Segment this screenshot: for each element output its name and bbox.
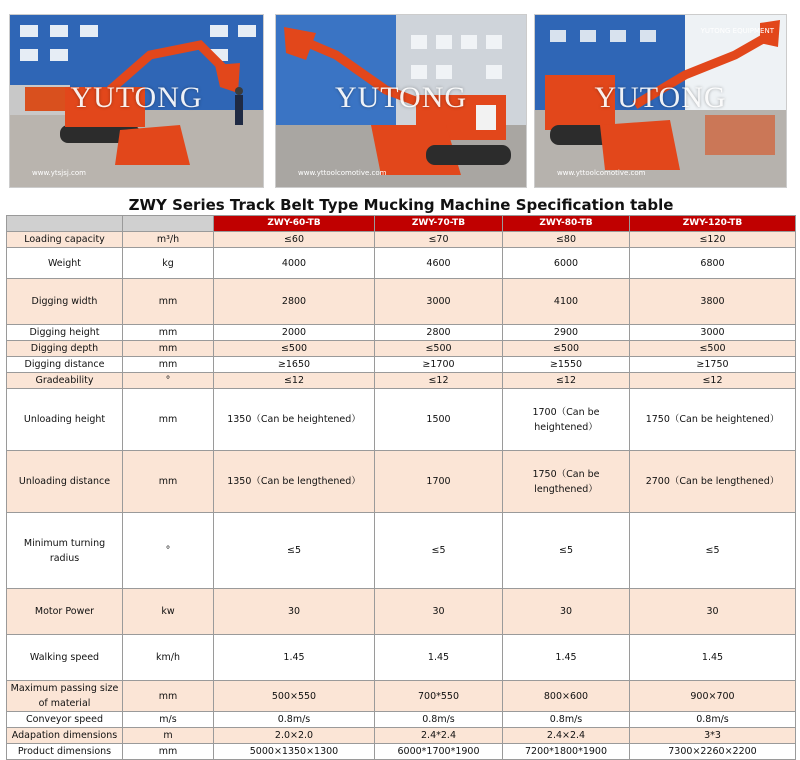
value-cell: 2.4*2.4	[375, 728, 503, 744]
value-cell: 0.8m/s	[503, 712, 630, 728]
param-name-cell: Gradeability	[7, 373, 123, 389]
unit-cell: mm	[123, 279, 214, 325]
product-photos	[0, 0, 800, 190]
value-cell: ≤500	[503, 341, 630, 357]
model-header: ZWY-120-TB	[630, 216, 796, 232]
value-cell: 2.0×2.0	[214, 728, 375, 744]
param-name-cell: Product dimensions	[7, 744, 123, 760]
param-name-cell: Adapation dimensions	[7, 728, 123, 744]
watermark: YUTONG	[334, 81, 468, 114]
param-name-cell: Unloading height	[7, 389, 123, 451]
value-cell: 700*550	[375, 681, 503, 712]
value-cell: ≤12	[375, 373, 503, 389]
table-header-row	[7, 216, 796, 232]
param-name-cell: Motor Power	[7, 589, 123, 635]
param-header-cell	[7, 216, 123, 232]
unit-cell: mm	[123, 325, 214, 341]
value-cell: 1750（Can be heightened）	[630, 389, 796, 451]
specification-table	[6, 215, 796, 760]
table-row	[7, 635, 796, 681]
value-cell: 3*3	[630, 728, 796, 744]
value-cell: 1.45	[503, 635, 630, 681]
value-cell: 500×550	[214, 681, 375, 712]
table-row	[7, 373, 796, 389]
value-cell: ≤12	[503, 373, 630, 389]
value-cell: ≤70	[375, 232, 503, 248]
param-name-cell: Digging distance	[7, 357, 123, 373]
param-name-cell: Loading capacity	[7, 232, 123, 248]
param-name-cell: Digging height	[7, 325, 123, 341]
value-cell: ≤5	[375, 513, 503, 589]
value-cell: ≤12	[214, 373, 375, 389]
unit-cell: °	[123, 373, 214, 389]
value-cell: ≥1650	[214, 357, 375, 373]
param-name-cell: Walking speed	[7, 635, 123, 681]
machine-photo-2	[275, 14, 527, 188]
model-header: ZWY-60-TB	[214, 216, 375, 232]
value-cell: 0.8m/s	[630, 712, 796, 728]
value-cell: 800×600	[503, 681, 630, 712]
table-row	[7, 681, 796, 712]
value-cell: 2900	[503, 325, 630, 341]
table-row	[7, 248, 796, 279]
unit-header-cell	[123, 216, 214, 232]
watermark: YUTONG	[594, 81, 727, 114]
page-title: ZWY Series Track Belt Type Mucking Machine Specification table	[128, 196, 674, 214]
value-cell: 1.45	[214, 635, 375, 681]
table-row	[7, 389, 796, 451]
table-row	[7, 325, 796, 341]
value-cell: 2800	[375, 325, 503, 341]
value-cell: ≤5	[214, 513, 375, 589]
value-cell: 1350（Can be lengthened）	[214, 451, 375, 513]
value-cell: 3000	[630, 325, 796, 341]
value-cell: 6000	[503, 248, 630, 279]
value-cell: 2700（Can be lengthened）	[630, 451, 796, 513]
unit-cell: mm	[123, 389, 214, 451]
table-row	[7, 357, 796, 373]
unit-cell: mm	[123, 451, 214, 513]
value-cell: 0.8m/s	[214, 712, 375, 728]
value-cell: 4600	[375, 248, 503, 279]
table-row	[7, 728, 796, 744]
param-name-cell: Unloading distance	[7, 451, 123, 513]
value-cell: ≤120	[630, 232, 796, 248]
unit-cell: mm	[123, 341, 214, 357]
unit-cell: m³/h	[123, 232, 214, 248]
value-cell: ≥1750	[630, 357, 796, 373]
watermark-badge: YUTONG EQUIPMENT	[700, 27, 774, 35]
param-name-cell: Weight	[7, 248, 123, 279]
param-name-cell: Minimum turning radius	[7, 513, 123, 589]
watermark-url: www.yttoolcomotive.com	[298, 169, 387, 177]
value-cell: ≥1550	[503, 357, 630, 373]
value-cell: 30	[630, 589, 796, 635]
value-cell: 30	[503, 589, 630, 635]
value-cell: 1350（Can be heightened）	[214, 389, 375, 451]
param-name-cell: Maximum passing size of material	[7, 681, 123, 712]
value-cell: ≤5	[630, 513, 796, 589]
value-cell: 1750（Can be lengthened）	[503, 451, 630, 513]
value-cell: 1.45	[630, 635, 796, 681]
value-cell: 4000	[214, 248, 375, 279]
table-row	[7, 232, 796, 248]
model-header: ZWY-80-TB	[503, 216, 630, 232]
value-cell: 2000	[214, 325, 375, 341]
unit-cell: mm	[123, 357, 214, 373]
value-cell: ≤500	[214, 341, 375, 357]
table-row	[7, 744, 796, 760]
unit-cell: kw	[123, 589, 214, 635]
unit-cell: kg	[123, 248, 214, 279]
value-cell: 0.8m/s	[375, 712, 503, 728]
value-cell: 1500	[375, 389, 503, 451]
value-cell: ≥1700	[375, 357, 503, 373]
model-header: ZWY-70-TB	[375, 216, 503, 232]
table-row	[7, 341, 796, 357]
machine-photo-1	[9, 14, 264, 188]
value-cell: 6800	[630, 248, 796, 279]
value-cell: 5000×1350×1300	[214, 744, 375, 760]
value-cell: 7200*1800*1900	[503, 744, 630, 760]
table-row	[7, 451, 796, 513]
value-cell: ≤500	[630, 341, 796, 357]
watermark-url: www.yttoolcomotive.com	[557, 169, 646, 177]
table-row	[7, 712, 796, 728]
value-cell: 1700	[375, 451, 503, 513]
value-cell: ≤80	[503, 232, 630, 248]
unit-cell: km/h	[123, 635, 214, 681]
value-cell: 30	[375, 589, 503, 635]
watermark-url: www.ytsjsj.com	[32, 169, 87, 177]
unit-cell: mm	[123, 744, 214, 760]
table-row	[7, 513, 796, 589]
unit-cell: m	[123, 728, 214, 744]
value-cell: 3000	[375, 279, 503, 325]
value-cell: 6000*1700*1900	[375, 744, 503, 760]
param-name-cell: Conveyor speed	[7, 712, 123, 728]
unit-cell: m/s	[123, 712, 214, 728]
value-cell: ≤12	[630, 373, 796, 389]
unit-cell: °	[123, 513, 214, 589]
value-cell: 2.4×2.4	[503, 728, 630, 744]
unit-cell: mm	[123, 681, 214, 712]
machine-photo-3	[534, 14, 787, 188]
value-cell: ≤5	[503, 513, 630, 589]
param-name-cell: Digging depth	[7, 341, 123, 357]
value-cell: 1.45	[375, 635, 503, 681]
value-cell: 4100	[503, 279, 630, 325]
param-name-cell: Digging width	[7, 279, 123, 325]
watermark: YUTONG	[70, 81, 203, 114]
value-cell: ≤500	[375, 341, 503, 357]
value-cell: 900×700	[630, 681, 796, 712]
value-cell: 2800	[214, 279, 375, 325]
value-cell: 1700（Can be heightened）	[503, 389, 630, 451]
table-row	[7, 589, 796, 635]
value-cell: ≤60	[214, 232, 375, 248]
value-cell: 3800	[630, 279, 796, 325]
value-cell: 30	[214, 589, 375, 635]
table-row	[7, 279, 796, 325]
value-cell: 7300×2260×2200	[630, 744, 796, 760]
